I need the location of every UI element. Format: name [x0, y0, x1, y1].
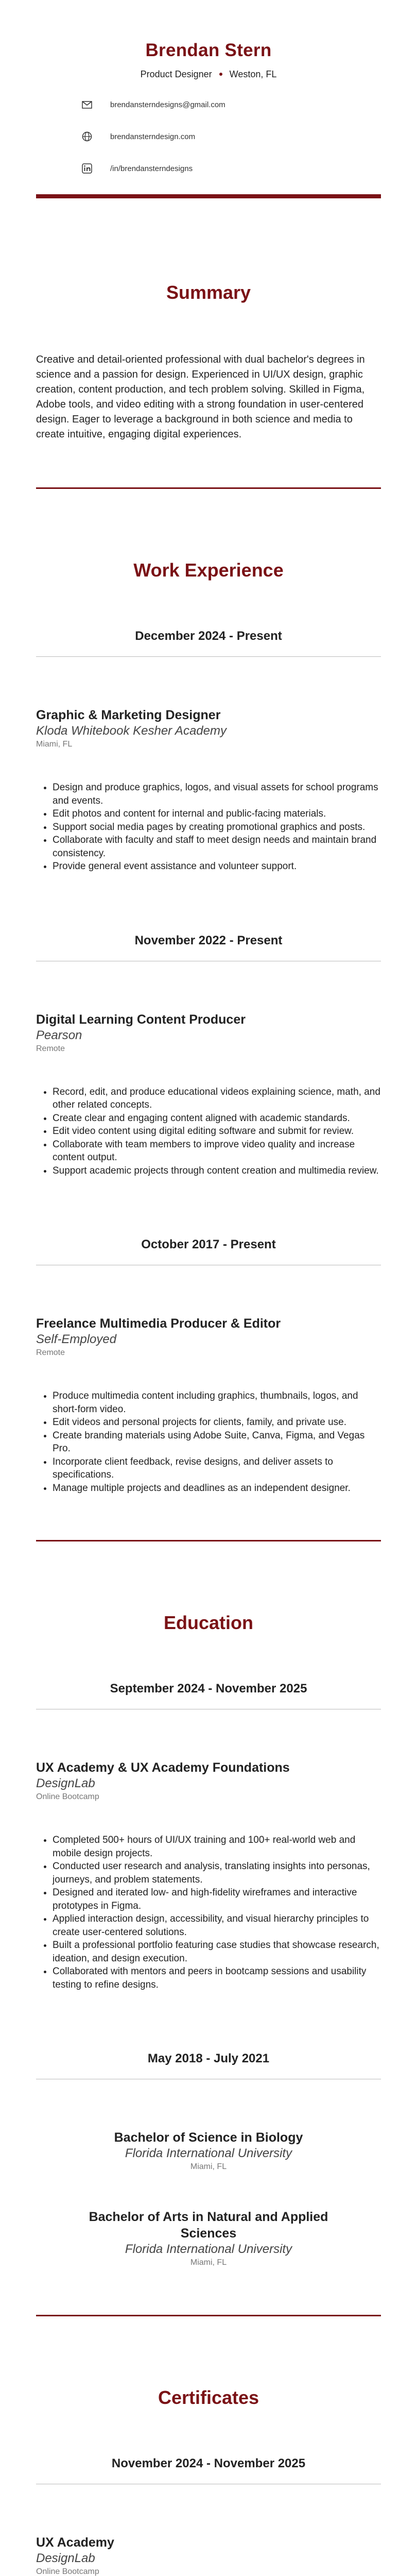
- experience-org: Self-Employed: [36, 1332, 117, 1346]
- bullet-item: • Applied interaction design, accessibility, and visual hierarchy principles to create user-centered solutions.: [53, 1912, 381, 1939]
- experience-org: Pearson: [36, 1028, 82, 1042]
- email-text: brendansterndesigns@gmail.com: [110, 100, 225, 109]
- experience-title: Digital Learning Content Producer: [36, 1012, 246, 1027]
- contact-linkedin[interactable]: [81, 162, 381, 175]
- education-org: DesignLab: [36, 1776, 95, 1790]
- bullet-item: • Designed and iterated low- and high-fidelity wireframes and interactive prototypes in Figma.: [53, 1886, 381, 1912]
- experience-location: Remote: [36, 1348, 65, 1357]
- location-text: Weston, FL: [229, 69, 277, 79]
- bullet-item: • Record, edit, and produce educational videos explaining science, math, and other related concepts.: [53, 1086, 381, 1112]
- bullet-item: • Completed 500+ hours of UI/UX training and 100+ real-world web and mobile design projects.: [53, 1834, 381, 1860]
- degree-location: Miami, FL: [190, 2258, 227, 2267]
- degree-school: Florida International University: [125, 2242, 292, 2256]
- bullet-item: • Support social media pages by creating promotional graphics and posts.: [53, 821, 381, 834]
- experience-date: November 2022 - Present: [134, 933, 283, 947]
- envelope-icon: [81, 99, 93, 110]
- experience-bullets: [36, 781, 381, 873]
- experience-bullets: [36, 1086, 381, 1178]
- bullet-item: • Create branding materials using Adobe Suite, Canva, Figma, and Vegas Pro.: [53, 1429, 381, 1455]
- summary-text: Creative and detail-oriented professional with dual bachelor's degrees in science and a passion for design. Experienced in UI/UX design, graphic creation, content production, and tech problem solving. Skilled in Figma, Adobe tools, and video editing with a strong foundation in user-centered design. Eager to leverage a background in both science and media to create intuitive, engaging digital experiences.: [36, 354, 365, 440]
- bullet-item: • Collaborate with team members to improve video quality and increase content output.: [53, 1138, 381, 1164]
- degree-title: Bachelor of Science in Biology: [114, 2130, 303, 2145]
- separator-dot: [219, 73, 222, 76]
- bullet-item: • Collaborated with mentors and peers in bootcamp sessions and usability testing to refine designs.: [53, 1965, 381, 1991]
- section-title-certificates: Certificates: [158, 2387, 259, 2408]
- certificate-location: Online Bootcamp: [36, 2567, 99, 2576]
- experience-date: December 2024 - Present: [135, 629, 282, 643]
- website-text: brendansterndesign.com: [110, 132, 196, 141]
- degree-school: Florida International University: [125, 2146, 292, 2160]
- bullet-item: • Edit video content using digital editing software and submit for review.: [53, 1125, 381, 1138]
- degree-title: Bachelor of Arts in Natural and Applied Sciences: [89, 2210, 328, 2241]
- section-title-experience: Work Experience: [133, 560, 284, 581]
- experience-location: Miami, FL: [36, 740, 73, 749]
- degree-location: Miami, FL: [190, 2162, 227, 2171]
- contact-email[interactable]: [81, 98, 381, 111]
- experience-date: October 2017 - Present: [141, 1238, 276, 1251]
- bullet-item: • Built a professional portfolio featuring case studies that showcase research, ideation, and design execution.: [53, 1939, 381, 1965]
- bullet-item: • Produce multimedia content including graphics, thumbnails, logos, and short-form video.: [53, 1389, 381, 1416]
- bullet-item: • Incorporate client feedback, revise designs, and deliver assets to specifications.: [53, 1455, 381, 1482]
- certificate-org: DesignLab: [36, 2551, 95, 2565]
- section-title-education: Education: [163, 1612, 253, 1633]
- experience-org: Kloda Whitebook Kesher Academy: [36, 724, 227, 738]
- bullet-item: • Design and produce graphics, logos, and visual assets for school programs and events.: [53, 781, 381, 807]
- experience-title: Freelance Multimedia Producer & Editor: [36, 1316, 281, 1331]
- role-line: [36, 69, 381, 80]
- bullet-item: • Support academic projects through content creation and multimedia review.: [53, 1164, 381, 1178]
- person-name: Brendan Stern: [145, 40, 272, 60]
- bullet-item: • Edit photos and content for internal and public-facing materials.: [53, 807, 381, 821]
- degree-block: [36, 2209, 381, 2268]
- education-title: UX Academy & UX Academy Foundations: [36, 1760, 290, 1775]
- resume-header: [36, 0, 381, 175]
- bullet-item: • Provide general event assistance and volunteer support.: [53, 860, 381, 873]
- contact-list: [81, 98, 381, 175]
- linkedin-icon: [81, 163, 93, 174]
- certificate-date: November 2024 - November 2025: [111, 2456, 306, 2470]
- experience-location: Remote: [36, 1044, 65, 1053]
- bullet-item: • Manage multiple projects and deadlines as an independent designer.: [53, 1482, 381, 1495]
- education-location: Online Bootcamp: [36, 1792, 99, 1801]
- header-divider: [36, 194, 381, 198]
- section-title-summary: Summary: [166, 282, 251, 303]
- bullet-item: • Collaborate with faculty and staff to meet design needs and maintain brand consistency.: [53, 834, 381, 860]
- experience-bullets: [36, 1389, 381, 1495]
- bullet-item: • Conducted user research and analysis, translating insights into personas, journeys, and problem statements.: [53, 1860, 381, 1886]
- degree-block: [36, 2129, 381, 2173]
- bullet-item: • Edit videos and personal projects for clients, family, and private use.: [53, 1416, 381, 1429]
- job-title-text: Product Designer: [140, 69, 212, 79]
- education-date: May 2018 - July 2021: [147, 2052, 270, 2065]
- contact-website[interactable]: [81, 130, 381, 143]
- linkedin-text: /in/brendansterndesigns: [110, 164, 193, 173]
- globe-icon: [81, 131, 93, 142]
- certificate-title: UX Academy: [36, 2535, 114, 2550]
- education-bullets: [36, 1834, 381, 1991]
- education-date: September 2024 - November 2025: [110, 1682, 307, 1696]
- bullet-item: • Create clear and engaging content aligned with academic standards.: [53, 1112, 381, 1125]
- experience-title: Graphic & Marketing Designer: [36, 708, 221, 722]
